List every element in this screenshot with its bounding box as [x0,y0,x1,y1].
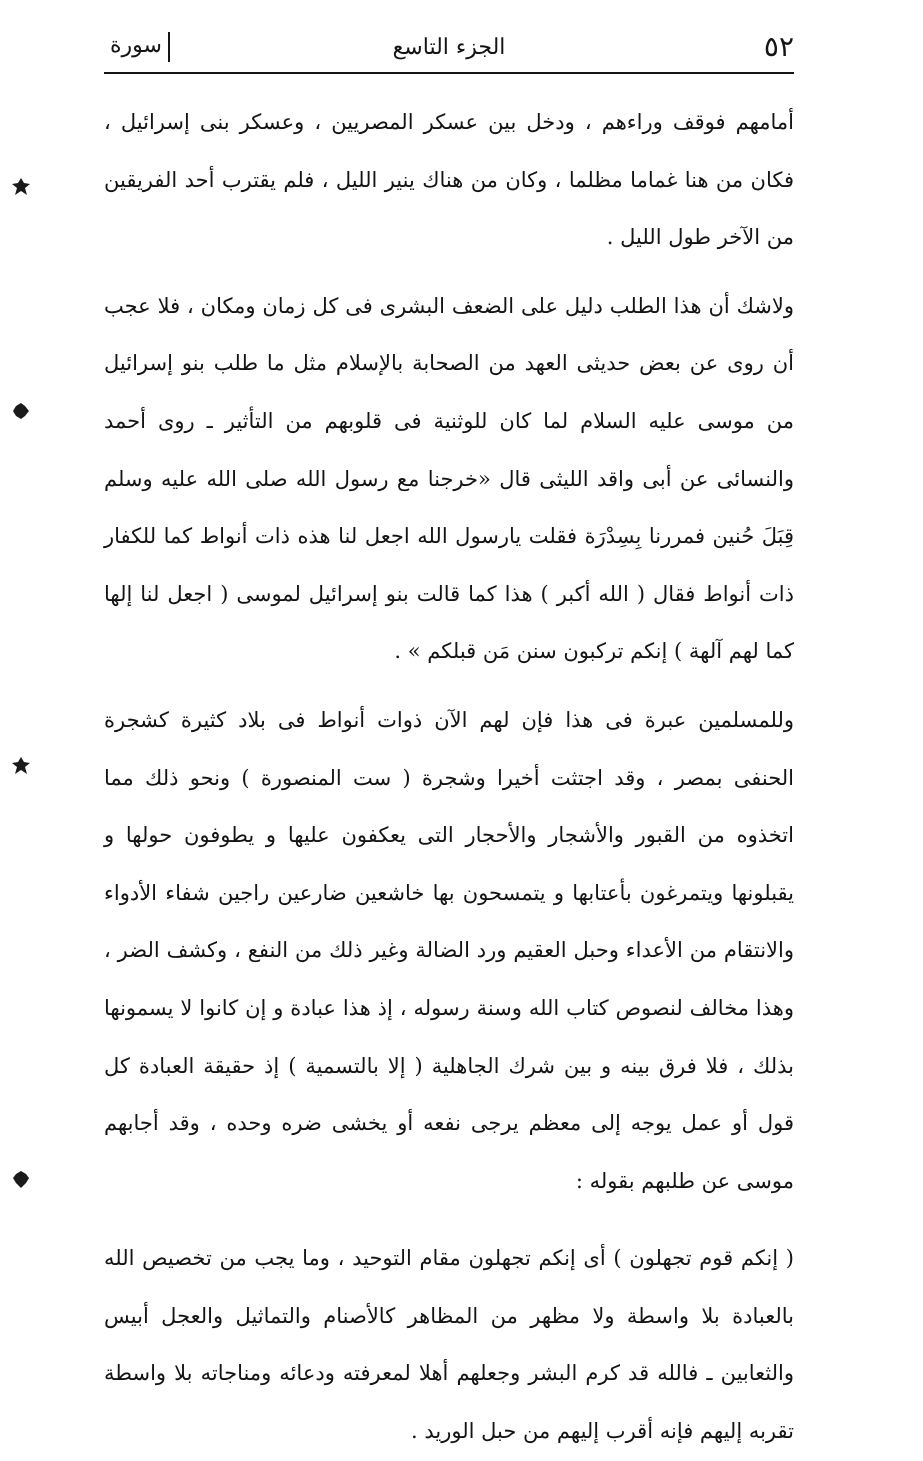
surah-label: سورة [104,32,170,62]
scan-speck [10,176,32,198]
paragraph-3: وللمسلمين عبرة فى هذا فإن لهم الآن ذوات أنواط فى بلاد كثيرة كشجرة الحنفى بمصر ، وقد اجتثت أخيرا وشجرة ( ست المنصورة ) ونحو ذلك مما اتخذوه من القبور والأشجار والأحجار التى يعكفون عليها و يطوفون حولها و يقبلونها ويتمرغون بأعتابها و يتمسحون بها خاشعين ضارعين راجين شفاء الأدواء والانتقام من الأعداء وحبل العقيم ورد الضالة وغير ذلك من النفع ، وكشف الضر ، وهذا مخالف لنصوص كتاب الله وسنة رسوله ، إذ هذا عبادة و إن كانوا لا يسمونها بذلك ، فلا فرق بينه و بين شرك الجاهلية ( إلا بالتسمية ) إذ حقيقة العبادة كل قول أو عمل يوجه إلى معظم يرجى نفعه أو يخشى ضره وحده ، وقد أجابهم موسى عن طلبهم بقوله : [104,707,794,1193]
running-header [104,28,794,70]
body-text [104,94,794,1461]
running-title: الجزء التاسع [392,35,506,60]
paragraph-4: ( إنكم قوم تجهلون ) أى إنكم تجهلون مقام التوحيد ، وما يجب من تخصيص الله بالعبادة بلا واسطة ولا مظهر من المظاهر كالأصنام والتماثيل والعجل أبيس والثعابين ـ فالله قد كرم البشر وجعلهم أهلا لمعرفته ودعائه ومناجاته بلا واسطة تقربه إليهم فإنه أقرب إليهم من حبل الوريد . [104,1246,794,1444]
header-rule [104,72,794,74]
scan-speck [10,755,32,777]
paragraph-1: أمامهم فوقف وراءهم ، ودخل بين عسكر المصريين ، وعسكر بنى إسرائيل ، فكان من هنا غماما مظلما ، وكان من هناك ينير الليل ، فلم يقترب أحد الفريقين من الآخر طول الليل . [104,110,794,250]
scan-speck [10,1168,32,1190]
paragraph-2: ولاشك أن هذا الطلب دليل على الضعف البشرى فى كل زمان ومكان ، فلا عجب أن روى عن بعض حديثى العهد من الصحابة بالإسلام مثل ما طلب بنو إسرائيل من موسى عليه السلام لما كان للوثنية فى قلوبهم من التأثير ـ روى أحمد والنسائى عن أبى واقد الليثى قال «خرجنا مع رسول الله صلى الله عليه وسلم قِبَلَ حُنين فمررنا بِسِدْرَة فقلت يارسول الله اجعل لنا هذه ذات أنواط كما للكفار ذات أنواط فقال ( الله أكبر ) هذا كما قالت بنو إسرائيل لموسى ( اجعل لنا إلها كما لهم آلهة ) إنكم تركبون سنن مَن قبلكم » . [104,293,794,664]
page-number: ٥٢ [763,30,794,63]
scan-speck [10,400,32,422]
